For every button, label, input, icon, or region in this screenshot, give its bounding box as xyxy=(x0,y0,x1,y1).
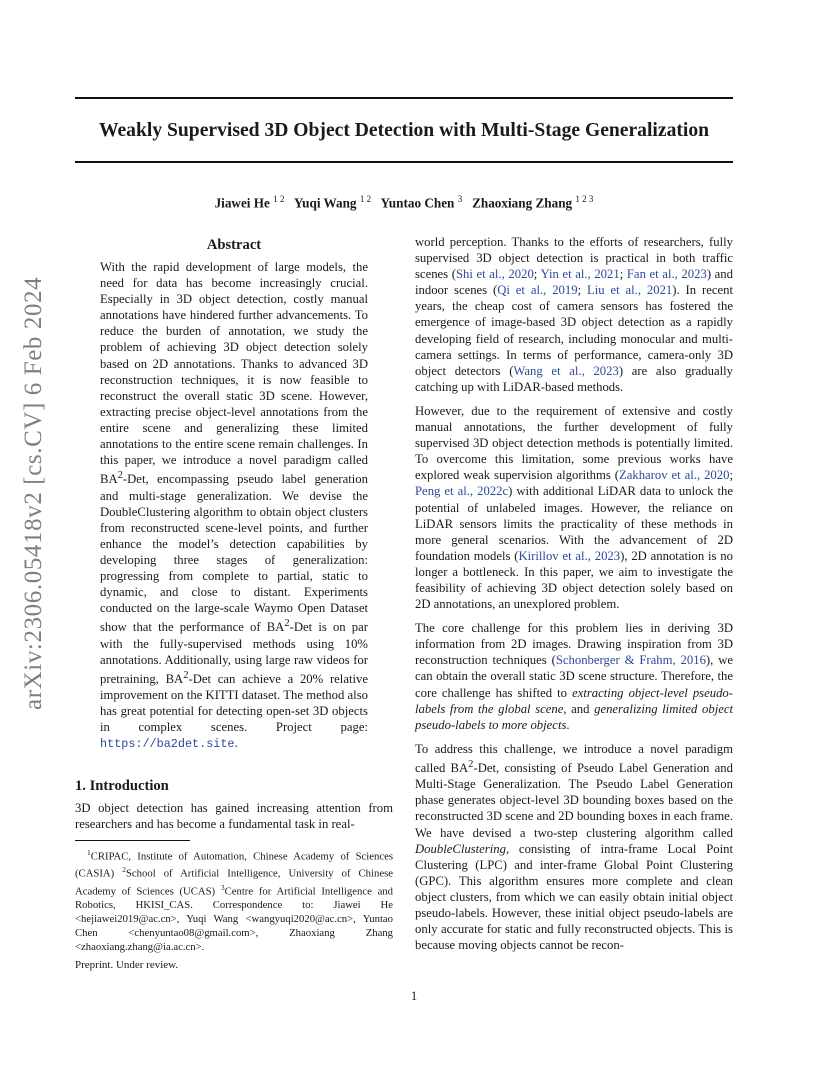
text-span: To address this challenge, we introduce a novel paradigm called BA xyxy=(415,741,733,776)
author-affiliation: 1 2 3 xyxy=(575,194,594,204)
citation-link[interactable]: Zakharov et al., 2020 xyxy=(618,468,730,483)
citation-link[interactable]: Fan et al., 2023 xyxy=(626,267,707,282)
body-paragraph xyxy=(415,620,733,733)
footnote-span: School of Artificial Intelligence, University of Chinese Academy of Sciences (UCAS) xyxy=(75,867,393,898)
abstract-span: With the rapid development of large models, the need for data has become increasingly crucial. Especially in 3D object detection, costly manual annotations have hindered further advancements. To reduce the burden of annotation, we study the problem of achieving 3D object detection solely based on 2D annotations. Thanks to advanced 3D reconstruction techniques, it is now feasible to reconstruct the overall static 3D scene. However, extracting precise object-level annotations from the entire scene and generalizing these limited annotations to the entire scene remain challenges. In this paper, we introduce a novel paradigm called BA xyxy=(100,260,368,487)
text-span: -Det, consisting of Pseudo Label Generation and Multi-Stage Generalization. The Pseudo Label Generation phase generates object-level 3D bounding boxes based on the reconstructed 3D scene and 2D bounding boxes in each frame. We have devised a two-step clustering algorithm called xyxy=(415,761,733,840)
text-span: , and xyxy=(563,701,595,716)
body-paragraph xyxy=(415,234,733,395)
abstract-span: -Det, encompassing pseudo label generation and multi-stage generalization. We devise the DoubleClustering algorithm to obtain object clusters from reconstructed scene-level points, and further enhance the model’s detection capabilities by developing three stages of generalization: progressing from complete to partial, static to dynamic, and close to distant. Experiments conducted on the large-scale Waymo Open Dataset show that the performance of BA xyxy=(100,472,368,635)
abstract-text xyxy=(100,259,368,753)
author-name: Yuqi Wang xyxy=(293,195,357,211)
project-page-link[interactable]: https://ba2det.site xyxy=(100,737,235,752)
citation-link[interactable]: Schonberger & Frahm, 2016 xyxy=(555,653,706,668)
text-span: ), we can obtain the overall static 3D scene structure. Therefore, the core challenge has shifted to xyxy=(415,653,733,700)
author-affiliation: 1 2 xyxy=(359,194,372,204)
citation-link[interactable]: Shi et al., 2020 xyxy=(455,267,534,282)
footnote-mark: 1 xyxy=(87,847,91,857)
abstract-heading: Abstract xyxy=(206,237,262,253)
superscript: 2 xyxy=(183,669,189,681)
citation-link[interactable]: Yin et al., 2021 xyxy=(540,267,620,282)
author-name: Zhaoxiang Zhang xyxy=(472,195,573,211)
text-span: ). In recent years, the cheap cost of camera sensors has fostered the emergence of image-based 3D object detection as a rapidly developing field of research, including monocular and multi-camera settings. In terms of performance, camera-only 3D object detectors ( xyxy=(415,283,733,378)
footnote-mark: 3 xyxy=(220,882,225,892)
superscript: 2 xyxy=(468,758,474,770)
text-span: The core challenge for this problem lies in deriving 3D information from 2D images. Drawing inspiration from 3D reconstruction techniques ( xyxy=(415,621,733,668)
text-span: ) with additional LiDAR data to unlock the potential of unlabeled images. However, the reliance on LiDAR sensors limits the practicality of these methods in more general scenarios. With the advancement of 2D foundation models ( xyxy=(415,484,733,563)
arxiv-identifier: arXiv:2306.05418v2 [cs.CV] 6 Feb 2024 xyxy=(20,276,47,710)
footnote-mark: 2 xyxy=(122,865,126,875)
footnote-rule xyxy=(75,840,190,841)
body-paragraph xyxy=(415,403,733,612)
text-span: , consisting of intra-frame Local Point Clustering (LPC) and inter-frame Global Point Clustering (GPC). This algorithm ensures more complete and clean object clusters, from which we can easily obtain initial object pseudo-labels. However, these initial object pseudo-labels are only accurate for static and fully reconstructed objects. This is because moving objects cannot be recon- xyxy=(415,841,733,953)
superscript: 2 xyxy=(284,618,290,630)
left-column xyxy=(75,234,393,954)
text-span: ; xyxy=(729,468,733,483)
abstract-span: -Det is on par with the fully-supervised methods using 10% annotations. Additionally, using large raw videos for pretraining, BA xyxy=(100,620,368,687)
emphasis: DoubleClustering xyxy=(415,841,506,856)
text-span: ; xyxy=(577,283,587,298)
author-list xyxy=(75,190,733,212)
citation-link[interactable]: Kirillov et al., 2023 xyxy=(518,548,621,563)
text-span: ) are also gradually catching up with LiDAR-based methods. xyxy=(415,363,733,394)
body-paragraph xyxy=(415,741,733,953)
preprint-notice: Preprint. Under review. xyxy=(75,959,179,971)
citation-link[interactable]: Liu et al., 2021 xyxy=(586,283,673,298)
citation-link[interactable]: Qi et al., 2019 xyxy=(497,283,578,298)
author-name: Jiawei He xyxy=(214,195,270,211)
text-span: However, due to the requirement of extensive and costly manual annotations, the further development of fully supervised 3D object detection methods is potentially limited. To overcome this limitation, some previous works have explored weak supervision algorithms ( xyxy=(415,403,733,483)
citation-link[interactable]: Peng et al., 2022c xyxy=(415,484,509,499)
abstract-span: -Det can achieve a 20% relative improvement on the KITTI dataset. The method also has great potential for detecting open-set 3D objects in complex scenes. Project page: xyxy=(100,672,368,735)
intro-paragraph: 3D object detection has gained increasing attention from researchers and has become a fundamental task in real- xyxy=(75,800,393,831)
text-span: ; xyxy=(619,267,627,282)
text-span: ), 2D annotation is no longer a bottleneck. In this paper, we aim to investigate the feasibility of achieving 3D object detection solely based on 2D annotations, an unexplored problem. xyxy=(415,548,733,612)
emphasis: extracting object-level pseudo-labels from the global scene xyxy=(415,685,733,716)
footnote-span: Centre for Artificial Intelligence and Robotics, HKISI_CAS. Correspondence to: Jiawei He <hejiawei2019@ac.cn>, Yuqi Wang <wangyuqi2020@ac.cn>, Yuntao Chen <chenyuntao08@gmail.com>, Zhaoxiang Zhang <zhaoxiang.zhang@ia.ac.cn>. xyxy=(75,885,393,954)
author-affiliation: 1 2 xyxy=(273,194,285,204)
superscript: 2 xyxy=(117,470,123,482)
emphasis: generalizing limited object pseudo-labels to more objects xyxy=(415,701,734,732)
title-rule-bottom xyxy=(75,161,733,163)
text-span: . xyxy=(566,717,570,732)
page-number: 1 xyxy=(410,989,418,1003)
section-heading-introduction: 1. Introduction xyxy=(75,777,169,794)
author-affiliation: 3 xyxy=(457,194,463,204)
text-span: world perception. Thanks to the efforts of researchers, fully supervised 3D object detection is practical in both traffic scenes ( xyxy=(415,235,733,282)
affiliation-footnote xyxy=(75,846,393,955)
author-name: Yuntao Chen xyxy=(380,195,455,211)
citation-link[interactable]: Wang et al., 2023 xyxy=(513,363,619,378)
text-span: ; xyxy=(533,267,541,282)
footnote-span: CRIPAC, Institute of Automation, Chinese Academy of Sciences (CASIA) xyxy=(75,850,393,880)
text-span: ) and indoor scenes ( xyxy=(415,267,733,298)
abstract-span: . xyxy=(234,736,238,751)
title-rule-top xyxy=(75,97,733,99)
right-column xyxy=(415,234,733,953)
paper-title: Weakly Supervised 3D Object Detection with Multi-Stage Generalization xyxy=(98,120,710,141)
